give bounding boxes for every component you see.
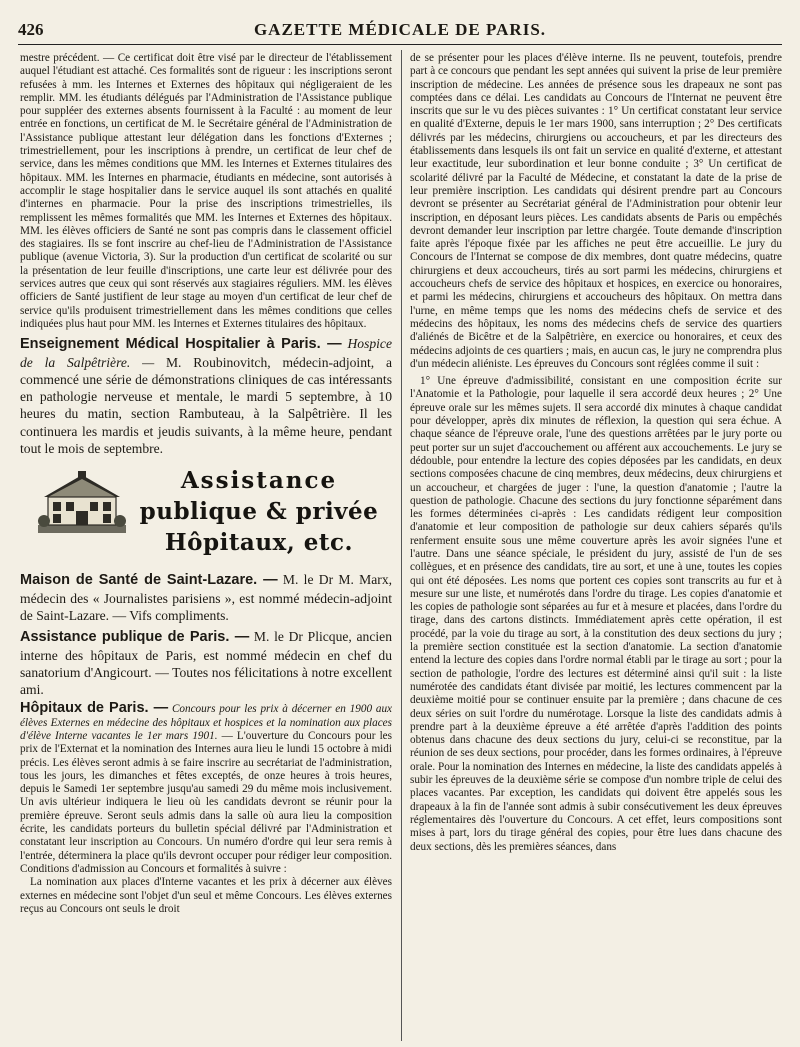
article-hopitaux [20,702,392,876]
article-subheading: Concours pour les prix à décerner en 1900 aux élèves Externes en médecine des hôpitaux et hospices et la nomination aux places d'élève Interne vacantes le 1er mars 1901. [20,703,392,742]
article-assistance-publique [20,628,392,698]
journal-title: GAZETTE MÉDICALE DE PARIS. [253,20,547,39]
left-column [20,52,392,1042]
article-heading: Maison de Santé de Saint-Lazare. — [20,572,278,589]
article-body: M. le Dr M. Marx, médecin des « Journalistes parisiens », est nommé médecin-adjoint de Saint-Lazare. — Vifs compliments. [20,572,392,623]
paragraph-inscriptions: mestre précédent. — Ce certificat doit être visé par le directeur de l'établissement auquel l'étudiant est attaché. Ces formalités sont de rigueur : les inscriptions seront refusées à mm. les Internes et Externes des hôpitaux qui négligeraient de les remplir. MM. les étudiants délégués par l'Administration de l'Assistance publique pour suppléer des externes absents fournissent à la Faculté : au moment de leur entrée en fonctions, un certificat de M. le Secrétaire général de l'Administration de l'Assistance publique attestant leur délégation dans les fonctions d'Externes ; trimestriellement, pour les inscriptions à prendre, un certificat de leur chef de service, dans les mêmes conditions que MM. les Internes et Externes titulaires des hôpitaux. MM. les Internes en pharmacie, étudiants en médecine, sont autorisés à accomplir le stage hospitalier dans le service auquel ils sont attachés en qualité d'internes en pharmacie. Pour la prise des inscriptions trimestrielles, ils remplissent les mêmes formalités que MM. les Internes et Externes des hôpitaux. MM. les élèves officiers de Santé ne sont pas compris dans le classement officiel des stagiaires. Ils se font inscrire au chef-lieu de l'Administration de l'Assistance publique (avenue Victoria, 3). Sur la production d'un certificat de scolarité ou sur la présentation de leur feuille d'inscriptions, une carte leur est délivrée pour des services autres que ceux qui sont réservés aux stagiaires réguliers. MM. les élèves officiers de Santé justifient de leur stage au moyen d'un certificat de leur chef de service qu'ils produisent trimestriellement dans les mêmes conditions que celles indiquées plus haut pour MM. les Internes et Externes titulaires des hôpitaux. [20,52,392,330]
banner-line-1: Assistance [180,467,338,495]
column-divider [401,50,402,1041]
banner-line-2: publique & privée [139,498,379,526]
section-banner [20,465,392,565]
article-heading: Enseignement Médical Hospitalier à Paris. — [20,336,342,353]
right-column [410,52,782,1042]
paragraph-candidats: de se présenter pour les places d'élève interne. Ils ne peuvent, toutefois, prendre part à ce concours que pendant les sept années qui suivent la prise de leur première inscription de médecine. Les années de présence sous les drapeaux ne sont pas comptées dans ce délai. Les candidats au Concours de l'Internat ne peuvent être inscrits que sur le vu des pièces suivantes : 1° Un certificat constatant leur service en qualité d'Externe, depuis le 1er mars 1900, sans interruption ; 2° Des certificats délivrés par les médecins, chirurgiens ou accoucheurs, et par les directeurs des établissements dans lesquels ils ont fait un service en qualité d'externe, et attestant leur exactitude, leur subordination et leur bonne conduite ; 3° Un certificat de scolarité délivré par la Faculté de Médecine, et constatant la date de la prise de leur première inscription. Les candidats qui désirent prendre part au Concours devront se présenter au Secrétariat général de l'Administration pour obtenir leur inscription, en déposant leurs pièces. Les candidats absents de Paris ou empêchés devront demander leur inscription par lettre chargée. Toute demande d'inscription faite après l'époque fixée par les affiches ne peut être accueillie. Le jury du Concours de l'Internat se compose de dix membres, dont quatre médecins, quatre chirurgiens et deux accoucheurs, tirés au sort parmi les médecins, chirurgiens et accoucheurs chefs de service des hôpitaux et hospices, en exercice ou honoraires, et parmi les médecins, chirurgiens et accoucheurs des hôpitaux. On mettra dans l'urne, en même temps que les noms des médecins chefs de service et des médecins des hôpitaux, les noms des médecins chefs de service des quartiers d'aliénés de Bicêtre et de la Salpêtrière, en exercice ou honoraires, et ceux des médecins adjoints de ces quartiers ; mais, en aucun cas, le jury ne comprendra plus d'un médecin aliéniste. Les épreuves du Concours sont réglées comme il suit : [410,52,782,370]
page-number: 426 [18,20,44,39]
page-header [18,18,782,40]
article-body: M. Roubinovitch, médecin-adjoint, a commencé une série de démonstrations cliniques de cas intéressants en pathologie nerveuse et mentale, le mardi 5 septembre, à 10 heures du matin, section Rambuteau, à la Salpêtrière. Il les continuera les mardis et jeudis suivants, à la même heure, pendant tout le mois de septembre. [20,354,392,457]
paragraph-epreuves: 1° Une épreuve d'admissibilité, consistant en une composition écrite sur l'Anatomie et la Pathologie, pour laquelle il sera accordé deux heures ; 2° Une épreuve orale sur les mêmes sujets. Il sera accordé dix minutes à chaque candidat pour développer, après dix minutes de réflexion, la question qui sera échue. A chaque séance de l'épreuve orale, l'une des questions arrêtées par le jury porte ou peut porter sur un sujet d'accouchement ou afférent aux accouchements. Le jury se dédouble, pour entendre la lecture des copies déposées par les candidats, en deux sections composées chacune de cinq membres, deux médecins, deux chirurgiens et un accoucheur, et chargées de juger : l'une, la question d'anatomie ; l'autre la question de pathologie. Chacune des sections du jury fonctionne séparément dans les formes déterminées ci-après : Les candidats rédigent leur composition d'anatomie et leur composition de pathologie sur deux cahiers séparés qu'ils renferment ensuite sous une même couverture après les avoir signées l'une et l'autre. Dans une séance spéciale, le président du jury, assisté de l'un de ses collègues, et en présence des candidats, tire au sort, et une à une, toutes les copies qui ont été déposées. Les noms que portent ces copies sont transcrits au fur et à mesure sur une liste, et numérotés dans l'ordre du tirage. Les copies d'anatomie et les copies de pathologie sont séparées au fur et à mesure et placées, dans l'ordre du tirage, dans des cartons distincts. Immédiatement après cette opération, il est procédé, par la voie du tirage au sort, à la constitution des deux sections du jury ; la première section constituée est la section d'anatomie. La section d'anatomie entend la lecture des copies dans l'ordre normal établi par le tirage au sort ; pour la section de pathologie, l'ordre des lectures est déterminé ainsi qu'il suit : la liste numérotée des candidats étant divisée par moitié, les lectures commencent par la deuxième moitié pour se continuer ensuite par la première ; dans chacune de ces deux séries on suit l'ordre du numérotage. Lorsque la liste des candidats admis à prendre part à la deuxième épreuve a été arrêtée d'après l'addition des points obtenus dans chacune des deux sections du jury, celui-ci se reconstitue, par la réunion de ses deux sections, pour procéder, dans les formes ordinaires, à l'épreuve orale. Pour la nomination des Internes en médecine, la liste des candidats appelés à subir les épreuves de la deuxième série se compose d'un nombre triple de celui des places vacantes. Par exception, les candidats qui doivent être appelés sous les drapeaux à la fin de l'année sont admis à subir consécutivement les deux épreuves réglementaires dès l'ouverture du Concours. A cet effet, leurs compositions sont mises à part, lors du tirage général des copies, pour être lues dans chacune des deux sections, dès les premières séances, dans [410,375,782,853]
article-heading: Hôpitaux de Paris. — [20,700,169,717]
article-body: M. le Dr Plicque, ancien interne des hôpitaux de Paris, est nommé médecin en chef du sanatorium d'Angicourt. — Toutes nos félicitations à notre excellent ami. [20,629,392,698]
paragraph-nomination: La nomination aux places d'Interne vacantes et les prix à décerner aux élèves externes en médecine sont l'objet d'un seul et même Concours. Les élèves externes reçus au Concours ont seuls le droit [20,876,392,915]
article-heading: Assistance publique de Paris. — [20,629,250,646]
header-rule [18,44,782,45]
banner-title [126,465,392,558]
article-maison-sante [20,571,392,624]
banner-line-3: Hôpitaux, etc. [164,529,354,557]
article-subheading: Hospice de la Salpêtrière. — [20,336,392,370]
hospital-building-icon [38,471,126,535]
article-body: — L'ouverture du Concours pour les prix de l'Externat et la nomination des Internes aura lieu le lundi 15 octobre à midi précis. Les élèves seront admis à se faire inscrire au secrétariat de l'administration, tous les jours, les dimanches et fêtes exceptés, de onze heures à trois heures, depuis le Samedi 1er septembre jusqu'au samedi 29 du même mois inclusivement. Un avis ultérieur indiquera le lieu où les candidats devront se réunir pour la première épreuve. Seront seuls admis dans la salle où aura lieu la composition écrite, les candidats porteurs du bulletin spécial délivré par l'Administration et constatant leur inscription au Concours. Un numéro d'ordre qui leur sera remis à l'entrée, déterminera la place qu'ils devront occuper pour rédiger leur composition. Conditions d'admission au Concours et formalités à suivre : [20,729,392,875]
article-enseignement [20,335,392,457]
